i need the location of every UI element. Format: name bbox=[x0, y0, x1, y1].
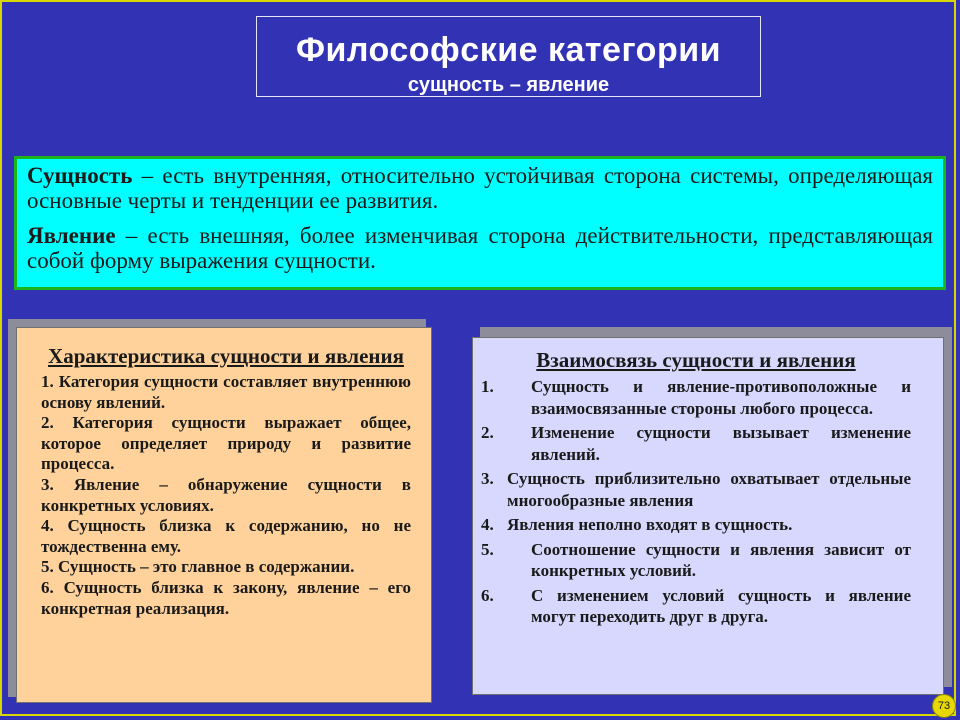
item-number: 4. bbox=[481, 515, 494, 534]
item-text: Сущность и явление-противоположные и взаимосвязанные стороны любого процесса. bbox=[531, 377, 911, 418]
item-number: 6. bbox=[481, 585, 494, 605]
list-item bbox=[481, 468, 911, 511]
definitions-box bbox=[14, 156, 946, 290]
list-item bbox=[481, 585, 911, 628]
panel-shadow bbox=[944, 327, 952, 687]
relationship-heading: Взаимосвязь сущности и явления bbox=[536, 348, 856, 372]
item-number: 1. bbox=[481, 377, 494, 396]
panel-shadow bbox=[480, 327, 952, 337]
item-text: Соотношение сущности и явления зависит от конкретных условий. bbox=[531, 539, 911, 580]
list-item: 2. Категория сущности выражает общее, которое определяет природу и развитие процесса. bbox=[41, 413, 411, 474]
list-item bbox=[481, 376, 911, 419]
list-item: 3. Явление – обнаружение сущности в конкретных условиях. bbox=[41, 474, 411, 515]
list-item bbox=[481, 539, 911, 582]
page-number-badge: 73 bbox=[932, 694, 956, 718]
definition-text: – есть внешняя, более изменчивая сторона действительности, представляющая собой форму выражения сущности. bbox=[27, 223, 933, 273]
list-item: 6. Сущность близка к закону, явление – его конкретная реализация. bbox=[41, 577, 411, 618]
relationship-list bbox=[481, 376, 911, 628]
definition-phenomenon bbox=[27, 223, 933, 273]
list-item bbox=[481, 422, 911, 465]
title-box bbox=[256, 16, 761, 97]
characteristics-list bbox=[41, 372, 411, 619]
definition-essence bbox=[27, 163, 933, 213]
characteristics-panel bbox=[16, 327, 432, 703]
item-number: 2. bbox=[481, 423, 494, 442]
item-number: 5. bbox=[481, 539, 494, 559]
item-number: 3. bbox=[481, 469, 494, 488]
item-text: Сущность приблизительно охватывает отдельные многообразные явления bbox=[507, 469, 911, 510]
list-item bbox=[481, 514, 911, 536]
slide-title: Философские категории bbox=[295, 31, 722, 69]
item-text: С изменением условий сущность и явление могут переходить друг в друга. bbox=[531, 585, 911, 626]
item-text: Явления неполно входят в сущность. bbox=[507, 515, 793, 534]
relationship-panel bbox=[472, 337, 944, 695]
definition-text: – есть внутренняя, относительно устойчивая сторона системы, определяющая основные черты и тенденции ее развития. bbox=[27, 163, 933, 213]
definition-term: Сущность bbox=[27, 163, 133, 188]
definition-term: Явление bbox=[27, 223, 116, 248]
list-item: 5. Сущность – это главное в содержании. bbox=[41, 557, 355, 577]
slide-subtitle: сущность – явление bbox=[407, 74, 610, 96]
characteristics-heading: Характеристика сущности и явления bbox=[48, 344, 404, 368]
list-item: 4. Сущность близка к содержанию, но не тождественна ему. bbox=[41, 516, 411, 556]
item-text: Изменение сущности вызывает изменение явлений. bbox=[531, 423, 911, 464]
list-item: 1. Категория сущности составляет внутреннюю основу явлений. bbox=[41, 372, 411, 412]
